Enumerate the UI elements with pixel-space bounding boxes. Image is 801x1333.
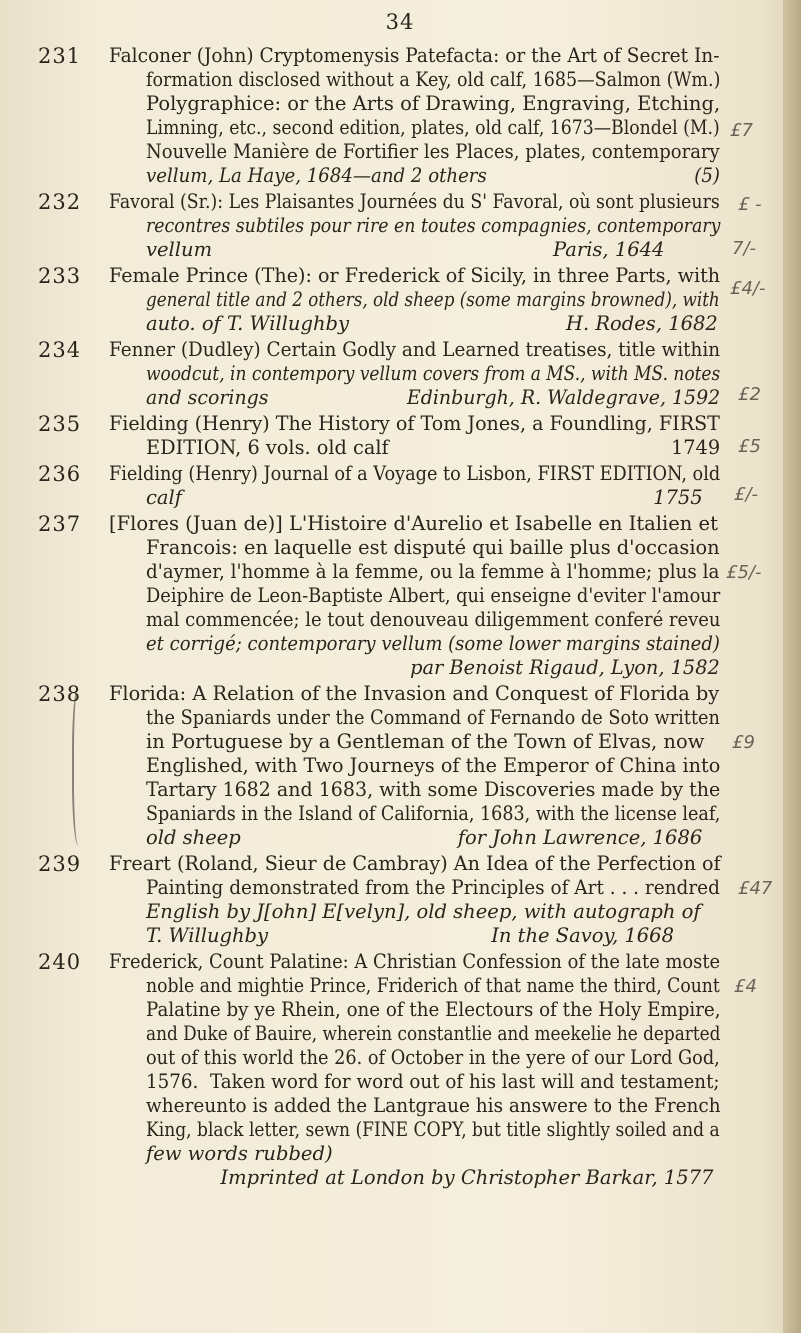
entry-line: English by J[ohn] E[velyn], old sheep, with autograph of [146,900,701,923]
entry-line: Englished, with Two Journeys of the Emperor of China into [146,754,721,777]
pencil-annotation: £4/- [730,278,766,299]
page-number: 34 [385,10,415,34]
entry-line: old sheep for John Lawrence, 1686 [146,826,703,849]
pencil-bracket [72,686,88,846]
entry-line: Deiphire de Leon-Baptiste Albert, qui enseigne d'eviter l'amour [146,584,721,607]
entry-number: 240 [38,950,82,974]
pencil-annotation: 7/- [732,238,757,259]
entry-line: Palatine by ye Rhein, one of the Electours of the Holy Empire, [146,998,721,1021]
entry-line: Frederick, Count Palatine: A Christian Confession of the late moste [109,950,721,973]
entry-line: Limning, etc., second edition, plates, old calf, 1673—Blondel (M.) [146,116,720,139]
pencil-annotation: £2 [738,384,761,405]
entry-line: Fenner (Dudley) Certain Godly and Learned treatises, title within [109,338,721,361]
entry-line: Falconer (John) Cryptomenysis Patefacta: or the Art of Secret In- [109,44,720,67]
entry-line: noble and mightie Prince, Friderich of that name the third, Count [146,974,720,997]
entry-number: 239 [38,852,82,876]
entry-line: Female Prince (The): or Frederick of Sicily, in three Parts, with [109,264,721,287]
entry-line: the Spaniards under the Command of Fernando de Soto written [146,706,720,729]
entry-line: whereunto is added the Lantgraue his answere to the French [146,1094,721,1117]
entry-line: recontres subtiles pour rire en toutes compagnies, contemporary [146,214,721,237]
pencil-annotation: £47 [738,878,773,899]
entry-line: out of this world the 26. of October in the yere of our Lord God, [146,1046,720,1069]
entry-line: EDITION, 6 vols. old calf 1749 [146,436,721,459]
entry-line: 1576. Taken word for word out of his last will and testament; [146,1070,720,1093]
entry-line: few words rubbed) [146,1142,333,1165]
entry-line: Spaniards in the Island of California, 1683, with the license leaf, [146,802,721,825]
pencil-annotation: £ - [738,194,762,215]
entry-line: Tartary 1682 and 1683, with some Discoveries made by the [146,778,721,801]
entry-number: 238 [38,682,82,706]
entry-line: formation disclosed without a Key, old calf, 1685—Salmon (Wm.) [146,68,721,91]
entry-line: and Duke of Bauire, wherein constantlie and meekelie he departed [146,1022,721,1045]
entry-line: [Flores (Juan de)] L'Histoire d'Aurelio et Isabelle en Italien et [109,512,718,535]
entry-line: vellum, La Haye, 1684—and 2 others (5) [146,164,720,187]
entry-line: Painting demonstrated from the Principles of Art . . . rendred [146,876,720,899]
entry-line: Favoral (Sr.): Les Plaisantes Journées du S' Favoral, où sont plusieurs [109,190,720,213]
pencil-annotation: £4 [734,976,757,997]
pencil-annotation: £5 [738,436,761,457]
entry-number: 233 [38,264,82,288]
entry-number: 231 [38,44,82,68]
entry-line: Fielding (Henry) Journal of a Voyage to Lisbon, FIRST EDITION, old [109,462,721,485]
entry-number: 237 [38,512,82,536]
entry-line: Polygraphice: or the Arts of Drawing, Engraving, Etching, [146,92,721,115]
entry-line: et corrigé; contemporary vellum (some lower margins stained) [146,632,720,655]
entry-line: King, black letter, sewn (FINE COPY, but title slightly soiled and a [146,1118,720,1141]
pencil-annotation: £7 [730,120,753,141]
entry-line: auto. of T. Willughby H. Rodes, 1682 [146,312,718,335]
entry-line: in Portuguese by a Gentleman of the Town of Elvas, now [146,730,705,753]
entry-line: d'aymer, l'homme à la femme, ou la femme à l'homme; plus la [146,560,720,583]
entry-line: Florida: A Relation of the Invasion and Conquest of Florida by [109,682,720,705]
entry-line: Freart (Roland, Sieur de Cambray) An Idea of the Perfection of [109,852,721,875]
entry-number: 235 [38,412,82,436]
entry-line: Nouvelle Manière de Fortifier les Places, plates, contemporary [146,140,720,163]
entry-line: calf 1755 [146,486,703,509]
entry-number: 232 [38,190,82,214]
entry-line: general title and 2 others, old sheep (some margins browned), with [146,288,720,311]
entry-line: Fielding (Henry) The History of Tom Jones, a Foundling, FIRST [109,412,720,435]
entry-line: Francois: en laquelle est disputé qui baille plus d'occasion [146,536,720,559]
page-edge [783,0,801,1333]
entry-line: T. Willughby In the Savoy, 1668 [146,924,674,947]
pencil-annotation: £9 [732,732,755,753]
pencil-annotation: £5/- [726,562,762,583]
entry-number: 234 [38,338,82,362]
entry-line: Imprinted at London by Christopher Barkar, 1577 [146,1166,714,1189]
entry-number: 236 [38,462,82,486]
entry-line: mal commencée; le tout denouveau diligemment conferé reveu [146,608,721,631]
entry-line: woodcut, in contempory vellum covers from a MS., with MS. notes [146,362,721,385]
entry-line: vellum Paris, 1644 [146,238,665,261]
pencil-annotation: £/- [734,484,759,505]
entry-line: and scorings Edinburgh, R. Waldegrave, 1592 [146,386,721,409]
entry-line: par Benoist Rigaud, Lyon, 1582 [146,656,720,679]
